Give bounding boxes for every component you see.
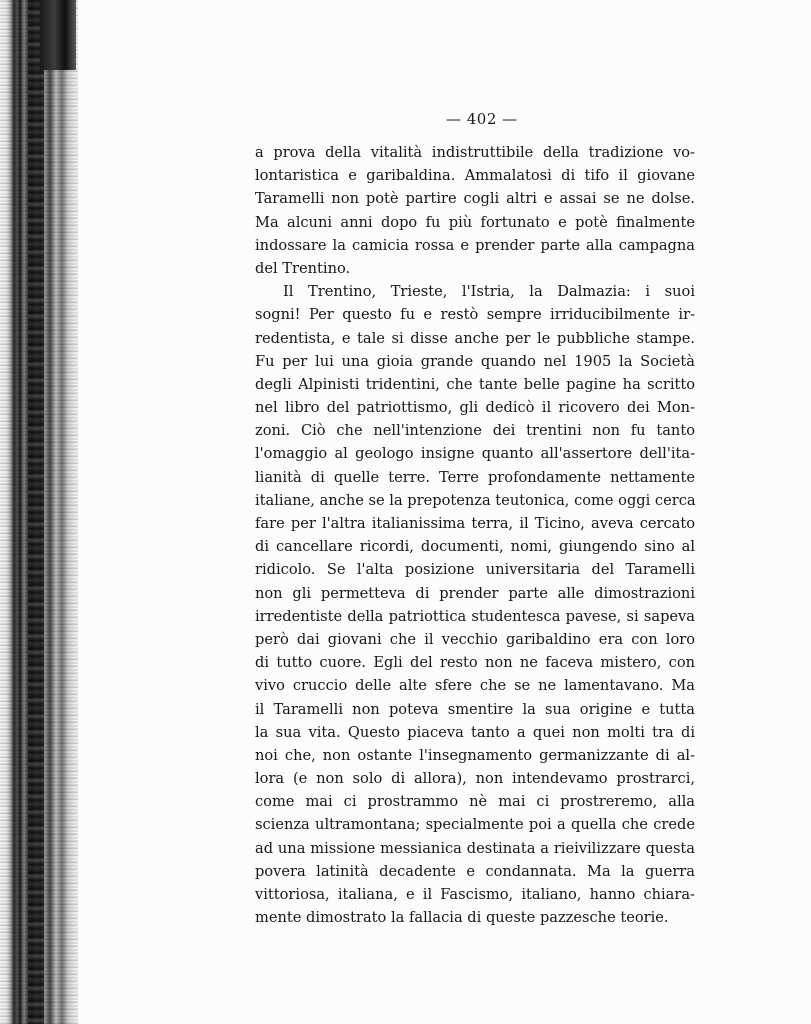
text-line: non gli permetteva di prender parte alle dimostrazioni bbox=[255, 584, 695, 602]
text-line: ad una missione messianica destinata a rieivilizzare questa bbox=[255, 839, 695, 857]
text-line: sogni! Per questo fu e restò sempre irriducibilmente ir- bbox=[255, 306, 695, 324]
text-line: la sua vita. Questo piaceva tanto a quei non molti tra di bbox=[255, 723, 695, 741]
text-line: scienza ultramontana; specialmente poi a quella che crede bbox=[255, 816, 695, 834]
text-line: vivo cruccio delle alte sfere che se ne lamentavano. Ma bbox=[255, 677, 695, 695]
text-line: il Taramelli non poteva smentire la sua origine e tutta bbox=[255, 700, 695, 718]
text-line: Taramelli non potè partire cogli altri e assai se ne dolse. bbox=[255, 190, 695, 208]
text-line: lianità di quelle terre. Terre profondamente nettamente bbox=[255, 468, 695, 486]
text-line: l'omaggio al geologo insigne quanto all'assertore dell'ita- bbox=[255, 445, 695, 463]
text-line: del Trentino. bbox=[255, 259, 351, 277]
page-number: — 402 — bbox=[446, 110, 518, 128]
text-line: mente dimostrato la fallacia di queste pazzesche teorie. bbox=[255, 909, 669, 927]
text-line: Fu per lui una gioia grande quando nel 1905 la Società bbox=[255, 352, 695, 370]
text-line: redentista, e tale si disse anche per le pubbliche stampe. bbox=[255, 329, 695, 347]
text-line: povera latinità decadente e condannata. Ma la guerra bbox=[255, 862, 695, 880]
text-line: nel libro del patriottismo, gli dedicò il ricovero dei Mon- bbox=[255, 399, 695, 417]
text-line: irredentiste della patriottica studentesca pavese, si sapeva bbox=[255, 607, 695, 625]
text-line: degli Alpinisti tridentini, che tante belle pagine ha scritto bbox=[255, 375, 695, 393]
text-line: Ma alcuni anni dopo fu più fortunato e potè finalmente bbox=[255, 213, 695, 231]
book-spine-edge bbox=[28, 0, 44, 1024]
text-line: noi che, non ostante l'insegnamento germanizzante di al- bbox=[255, 746, 695, 764]
paragraph-start-line: Il Trentino, Trieste, l'Istria, la Dalmazia: i suoi bbox=[283, 283, 695, 301]
text-line: lora (e non solo di allora), non intendevamo prostrarci, bbox=[255, 770, 695, 788]
body-text bbox=[255, 141, 695, 929]
text-line: a prova della vitalità indistruttibile della tradizione vo- bbox=[255, 144, 695, 161]
text-line: come mai ci prostrammo nè mai ci prostreremo, alla bbox=[255, 793, 695, 811]
text-line: vittoriosa, italiana, e il Fascismo, italiano, hanno chiara- bbox=[255, 886, 695, 903]
text-line: ridicolo. Se l'alta posizione universitaria del Taramelli bbox=[255, 561, 695, 579]
text-line: di tutto cuore. Egli del resto non ne faceva mistero, con bbox=[255, 654, 695, 672]
text-line: indossare la camicia rossa e prender parte alla campagna bbox=[255, 236, 695, 254]
text-line: però dai giovani che il vecchio garibaldino era con loro bbox=[255, 630, 695, 648]
text-line: italiane, anche se la prepotenza teutonica, come oggi cerca bbox=[255, 491, 696, 509]
text-line: zoni. Ciò che nell'intenzione dei trentini non fu tanto bbox=[255, 422, 695, 440]
book-spine-top bbox=[40, 0, 76, 70]
text-line: lontaristica e garibaldina. Ammalatosi di tifo il giovane bbox=[255, 167, 695, 185]
text-line: di cancellare ricordi, documenti, nomi, giungendo sino al bbox=[255, 538, 695, 556]
text-line: fare per l'altra italianissima terra, il Ticino, aveva cercato bbox=[255, 515, 695, 532]
